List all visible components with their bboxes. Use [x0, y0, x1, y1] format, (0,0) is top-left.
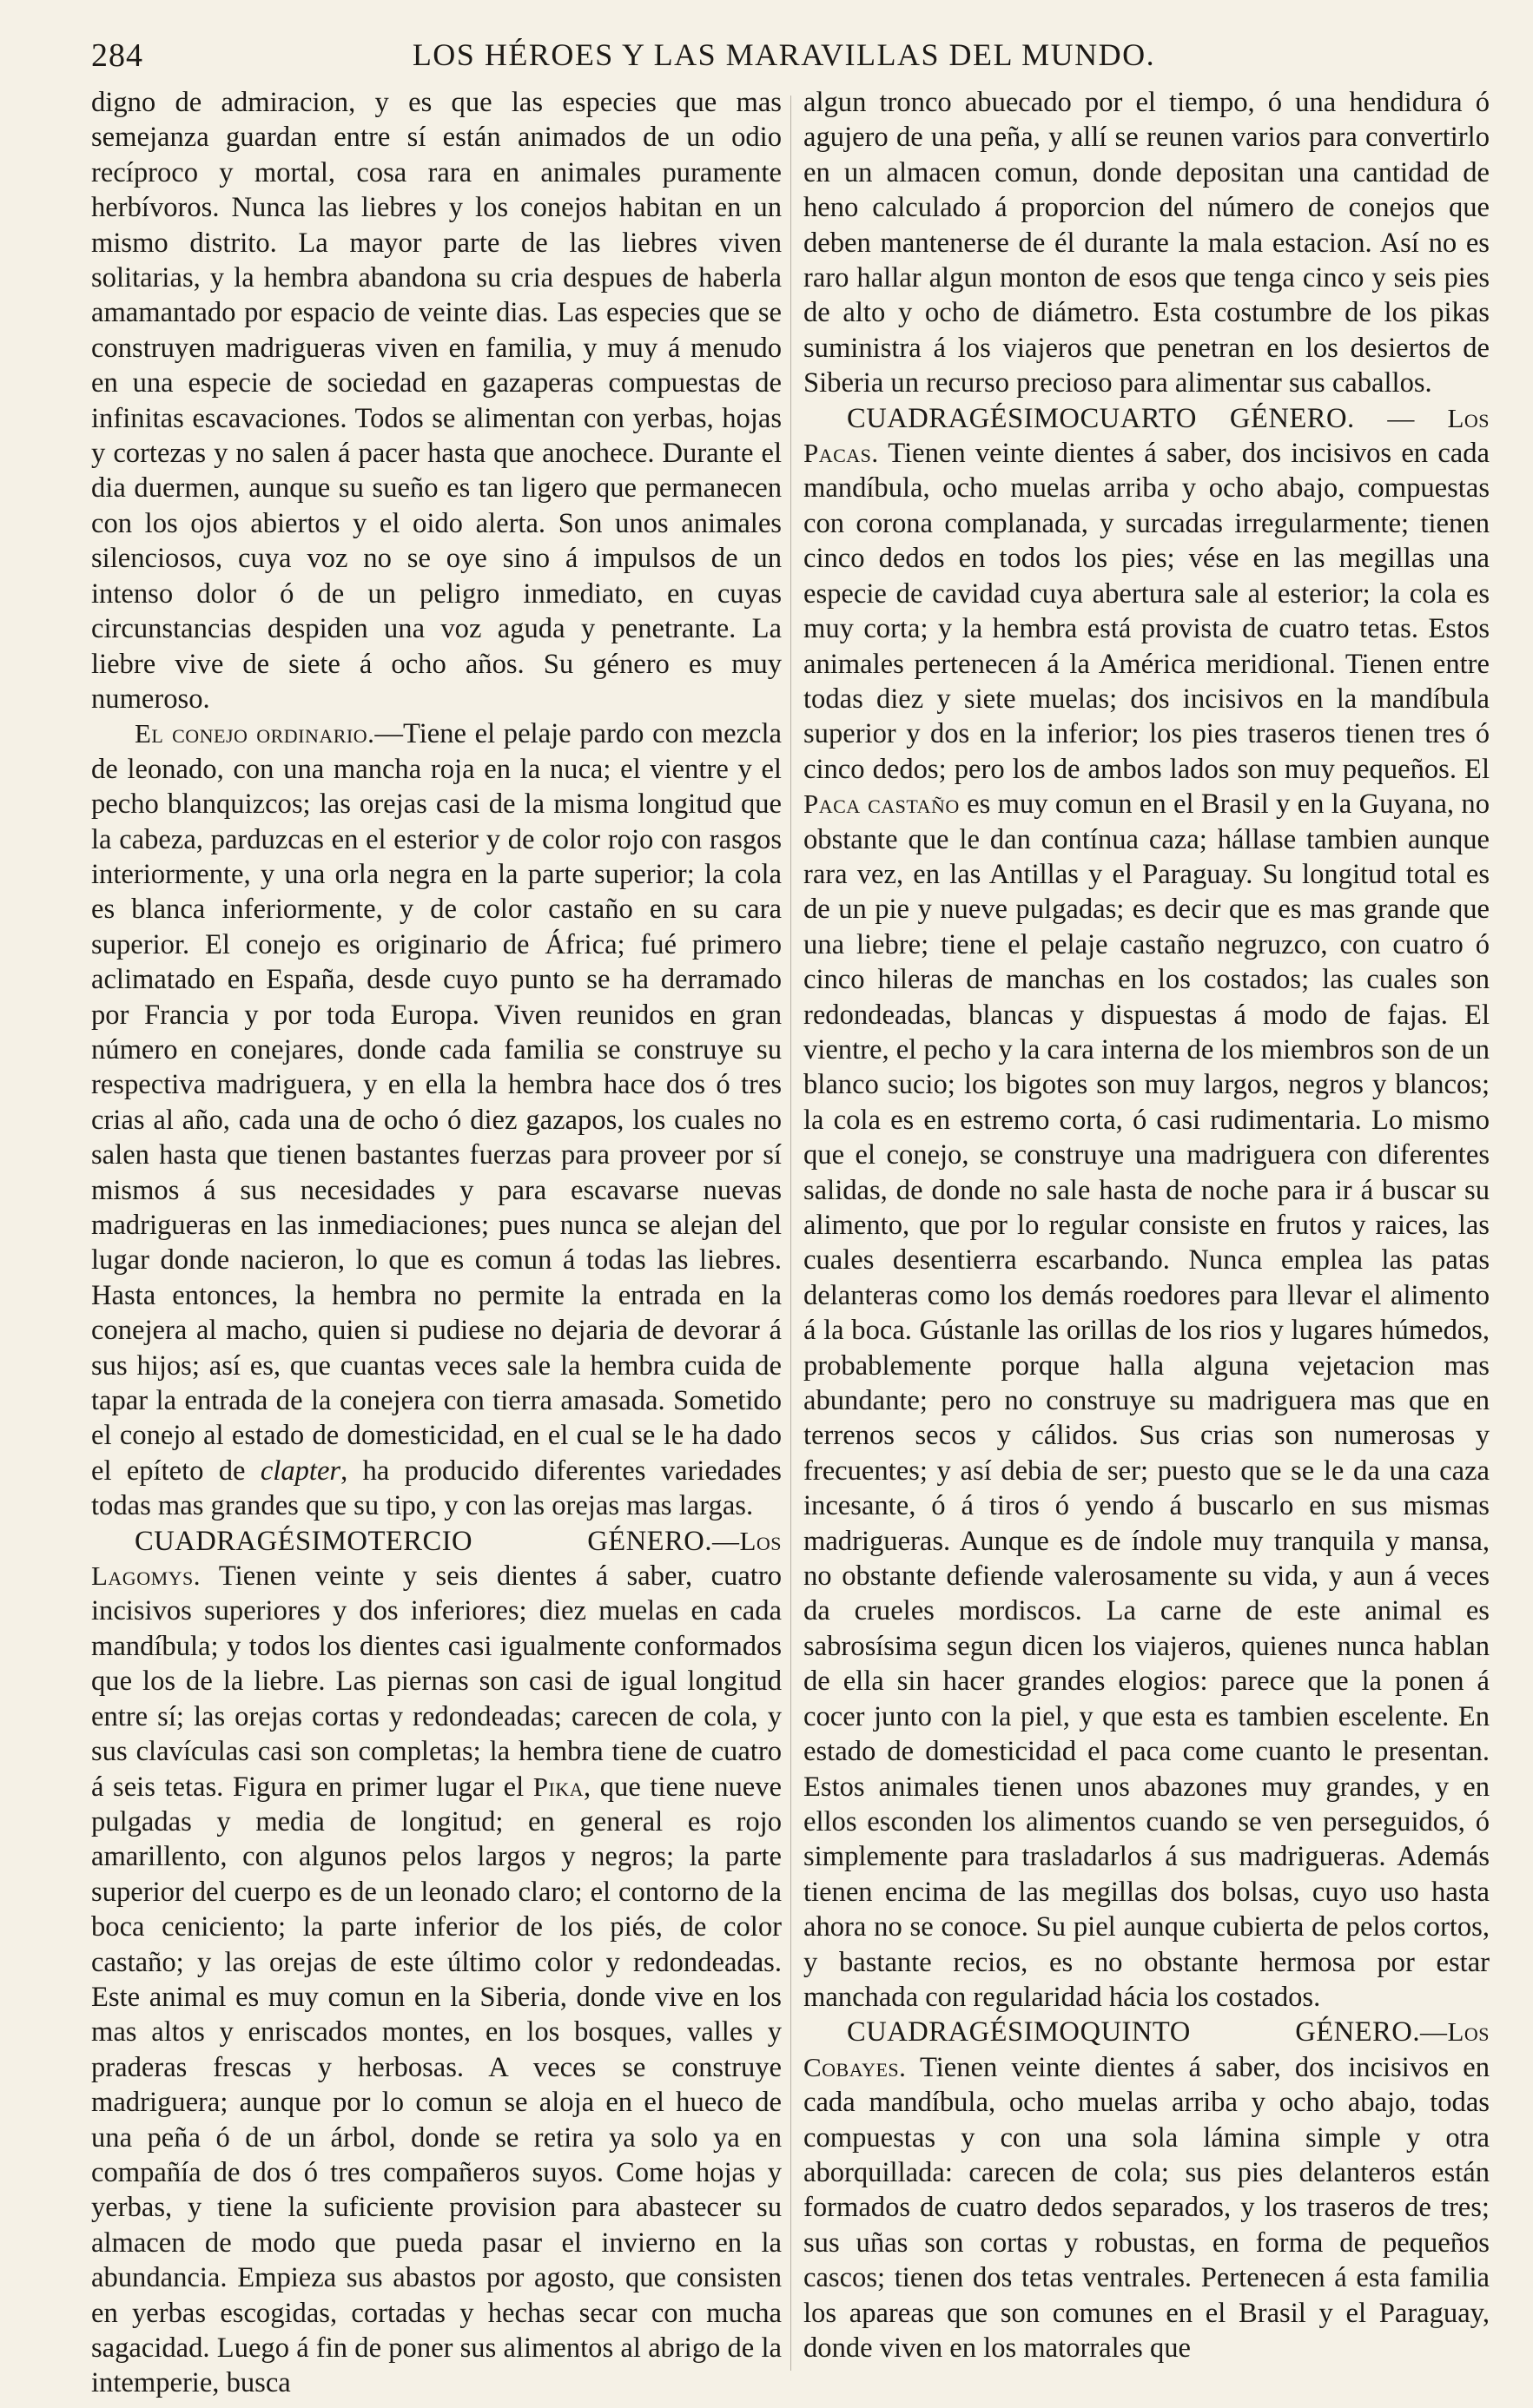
paragraph-text: digno de admiracion, y es que las especies que mas semejanza guardan entre sí están animados de un odio recíproco y mortal, cosa rara en animales puramente herbívoros. Nunca las liebres y los conejos habitan en un mismo distrito. La mayor parte de las liebres viven solitarias, y la hembra abandona su cria despues de haberla amamantado por espacio de veinte dias. Las especies que se construyen madrigueras viven en familia, y muy á menudo en una especie de sociedad en gazaperas compuestas de infinitas escavaciones. Todos se alimentan con yerbas, hojas y cortezas y no salen á pacer hasta que anochece. Durante el dia duermen, aunque su sueño es tan ligero que permanecen con los ojos abiertos y el oido alerta. Son unos animales silenciosos, cuya voz no se oye sino á impulsos de un intenso dolor ó de un peligro inmediato, en cuyas circunstancias despiden una voz aguda y penetrante. La liebre vive de siete á ocho años. Su género es muy numeroso.	[91, 87, 782, 715]
genus-name: — Los Pacas.	[803, 402, 1490, 469]
paragraph-text: , que tiene nueve pulgadas y media de longitud; en general es rojo amarillento, con algunos pelos largos y negros; la parte superior del cuerpo es de un leonado claro; el contorno de la boca ceniciento; la parte inferior de los piés, de color castaño; y las orejas de este último color y redondeadas. Este animal es muy comun en la Siberia, donde vive en los mas altos y enriscados montes, en los bosques, valles y praderas frescas y herbosas. A veces se construye madriguera; aunque por lo comun se aloja en el hueco de una peña ó de un árbol, donde se retira ya solo ya en compañía de dos ó tres compañeros suyos. Come hojas y yerbas, y tiene la suficiente provision para abastecer su almacen de modo que pueda pasar el invierno en la abundancia. Empieza sus abastos por agosto, que consisten en yerbas escogidas, cortadas y hechas secar con mucha sagacidad. Luego á fin de poner sus alimentos al abrigo de la intemperie, busca	[91, 1771, 782, 2399]
italic-term: clapter	[260, 1455, 341, 1487]
paragraph-genus-43	[91, 1524, 782, 2401]
paragraph-continuation	[803, 85, 1490, 401]
page-number: 284	[91, 37, 143, 74]
species-name: Pika	[532, 1771, 585, 1802]
running-title: LOS HÉROES Y LAS MARAVILLAS DEL MUNDO.	[412, 37, 1156, 72]
genus-heading: CUADRAGÉSIMOTERCIO GÉNERO.	[135, 1525, 712, 1557]
column-divider	[790, 96, 791, 2371]
right-column	[803, 85, 1490, 2365]
left-column	[91, 85, 782, 2401]
paragraph-text: Tienen veinte y seis dientes á saber, cuatro incisivos superiores y dos inferiores; diez muelas en cada mandíbula; y todos los dientes casi igualmente conformados que los de la liebre. Las piernas son casi de igual longitud entre sí; las orejas cortas y redondeadas; carecen de cola, y sus clavículas casi son completas; la hembra tiene de cuatro á seis tetas. Figura en primer lugar el	[91, 1560, 782, 1803]
paragraph-text: Tienen veinte dientes á saber, dos incisivos en cada mandíbula, ocho muelas arriba y ocho abajo, todas compuestas y con una sola lámina simple y otra aborquillada: carecen de cola; sus pies delanteros están formados de cuatro dedos separados, y los traseros de tres; sus uñas son cortas y robustas, en forma de pequeños cascos; tienen dos tetas ventrales. Pertenecen á esta familia los apareas que son comunes en el Brasil y el Paraguay, donde viven en los matorrales que	[803, 2051, 1490, 2364]
genus-heading: CUADRAGÉSIMOQUINTO GÉNERO.	[847, 2016, 1420, 2048]
paragraph-conejo-ordinario	[91, 716, 782, 1523]
genus-name: —Los Lagomys.	[91, 1525, 782, 1592]
paragraph-text: —Tiene el pelaje pardo con mezcla de leonado, con una mancha roja en la nuca; el vientre y el pecho blanquizcos; las orejas casi de la misma longitud que la cabeza, parduzcas en el esterior y de color rojo con rasgos interiormente, y una orla negra en la parte superior; la cola es blanca inferiormente, y de color castaño en su cara superior. El conejo es originario de África; fué primero aclimatado en España, desde cuyo punto se ha derramado por Francia y por toda Europa. Viven reunidos en gran número en conejares, donde cada familia se construye su respectiva madriguera, y en ella la hembra hace dos ó tres crias al año, cada una de ocho ó diez gazapos, los cuales no salen hasta que tienen bastantes fuerzas para proveer por sí mismos á sus necesidades y para escavarse nuevas madrigueras en las inmediaciones; pues nunca se alejan del lugar donde nacieron, lo que es comun á todas las liebres. Hasta entonces, la hembra no permite la entrada en la conejera al macho, quien si pudiese no dejaria de devorar á sus hijos; así es, que cuantas veces sale la hembra cuida de tapar la entrada de la conejera con tierra amasada. Sometido el conejo al estado de domesticidad, en el cual se le ha dado el epíteto de	[91, 718, 782, 1487]
genus-name: —Los Cobayes.	[803, 2016, 1490, 2082]
paragraph-text: Tienen veinte dientes á saber, dos incisivos en cada mandíbula, ocho muelas arriba y ocho abajo, compuestas con corona complanada, y surcadas irregularmente; tienen cinco dedos en todos los pies; vése en las megillas una especie de cavidad cuya abertura sale al esterior; la cola es muy corta; y la hembra está provista de cuatro tetas. Estos animales pertenecen á la América meridional. Tienen entre todas diez y siete muelas; dos incisivos en la mandíbula superior y dos en la inferior; los pies traseros tienen tres ó cinco dedos; pero los de ambos lados son muy pequeños. El	[803, 438, 1490, 785]
paragraph-genus-45	[803, 2015, 1490, 2365]
species-name: Paca castaño	[803, 788, 960, 820]
page-header	[91, 33, 1477, 85]
species-heading: El conejo ordinario.	[135, 718, 375, 749]
paragraph-text: algun tronco abuecado por el tiempo, ó una hendidura ó agujero de una peña, y allí se reunen varios para convertirlo en un almacen comun, donde depositan una cantidad de heno calculado á proporcion del número de conejos que deben mantenerse de él durante la mala estacion. Así no es raro hallar algun monton de esos que tenga cinco y seis pies de alto y ocho de diámetro. Esta costumbre de los pikas suministra á los viajeros que penetran en los desiertos de Siberia un recurso precioso para alimentar sus caballos.	[803, 87, 1490, 399]
genus-heading: CUADRAGÉSIMOCUARTO GÉNERO.	[847, 402, 1355, 434]
paragraph-text: es muy comun en el Brasil y en la Guyana, no obstante que le dan contínua caza; hállase tambien aunque rara vez, en las Antillas y el Paraguay. Su longitud total es de un pie y nueve pulgadas; es decir que es mas grande que una liebre; tiene el pelaje castaño negruzco, con cuatro ó cinco hileras de manchas en los costados; las cuales son redondeadas, blancas y dispuestas á modo de fajas. El vientre, el pecho y la cara interna de los miembros son de un blanco sucio; los bigotes son muy largos, negros y blancos; la cola es en estremo corta, ó casi rudimentaria. Lo mismo que el conejo, se construye una madriguera con diferentes salidas, de donde no sale hasta de noche para ir á buscar su alimento, que por lo regular consiste en frutos y raices, las cuales desentierra escarbando. Nunca emplea las patas delanteras como los demás roedores para llevar el alimento á la boca. Gústanle las orillas de los rios y lugares húmedos, probablemente porque halla alguna vejetacion mas abundante; pero no construye su madriguera mas que en terrenos secos y cálidos. Sus crias son numerosas y frecuentes; y así debia de ser; puesto que se le da una caza incesante, ó á tiros ó yendo á buscarlo en sus mismas madrigueras. Aunque es de índole muy tranquila y mansa, no obstante defiende valerosamente su vida, y aun á veces da crueles mordiscos. La carne de este animal es sabrosísima segun dicen los viajeros, quienes nunca hablan de ella sin hacer grandes elogios: parece que la ponen á cocer junto con la piel, y que esta es tambien escelente. En estado de domesticidad el paca come cuanto le presentan. Estos animales tienen unos abazones muy grandes, y en ellos esconden los alimentos cuando se ven perseguidos, ó simplemente para trasladarlos á sus madrigueras. Además tienen encima de las megillas dos bolsas, cuyo uso hasta ahora no se conoce. Su piel aunque cubierta de pelos cortos, y bastante recios, es no obstante hermosa por estar manchada con regularidad hácia los costados.	[803, 788, 1490, 2013]
paragraph-text: , ha producido diferentes variedades todas mas grandes que su tipo, y con las orejas mas largas.	[91, 1455, 782, 1522]
paragraph-continuation	[91, 85, 782, 716]
paragraph-genus-44	[803, 401, 1490, 2015]
